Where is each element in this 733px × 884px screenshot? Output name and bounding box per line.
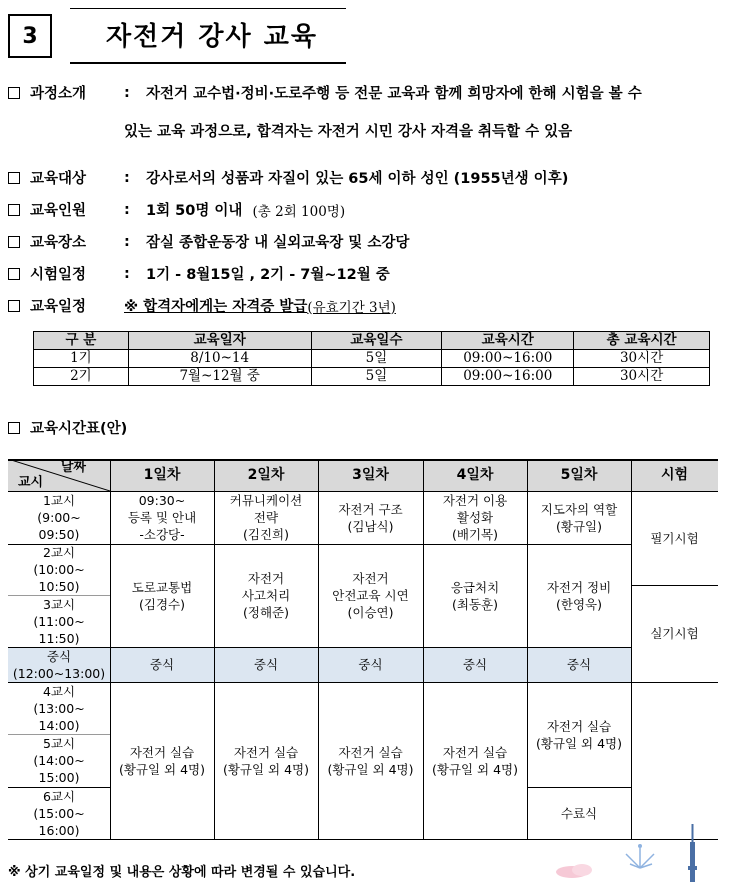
info-label: 교육장소 [30,235,87,251]
corner-bottom-label: 교시 [18,475,44,490]
period-label: 5교시 (14:00~ 15:00) [33,736,85,785]
info-course-intro: 과정소개 : 자전거 교수법·정비·도로주행 등 전문 교육과 함께 희망자에 한해 시험을 볼 수 [8,82,642,103]
table-header: 교육일수 [311,332,442,350]
info-text: 강사로서의 성품과 자질이 있는 65세 이하 성인 (1955년생 이후) [146,171,569,187]
info-label: 과정소개 [30,86,87,102]
session-cell: 자전거 실습 (황규일 외 4명) [327,745,414,777]
corner-header [8,459,110,491]
session-cell: 자전거 이용 활성화 (배기목) [442,493,508,542]
day-header: 3일차 [318,459,423,491]
schedule-title: 교육시간표(안) [30,421,128,437]
period-label: 중식 (12:00~13:00) [12,648,106,681]
checkbox-bullet-icon [8,422,20,434]
session-cell: 자전거 안전교육 시연 (이승연) [332,571,409,620]
info-label: 시험일정 [30,267,87,283]
closing-ceremony-cell: 수료식 [560,806,598,821]
table-cell: 5일 [311,368,442,386]
table-row [34,350,710,368]
lunch-cell: 중식 [566,657,592,672]
table-header: 구 분 [34,332,129,350]
info-text: 잠실 종합운동장 내 실외교육장 및 소강당 [146,235,410,251]
checkbox-bullet-icon [8,268,20,280]
session-cell: 도로교통법 (김경수) [131,579,193,612]
info-label: 교육일정 [30,299,87,315]
checkbox-bullet-icon [8,300,20,312]
period-label: 1교시 (9:00~ 09:50) [37,493,81,542]
info-target: 교육대상 : 강사로서의 성품과 자질이 있는 65세 이하 성인 (1955년생 이후) [8,167,568,188]
lunch-cell: 중식 [149,657,175,672]
page-title: 자전거 강사 교육 [106,21,318,52]
info-label: 교육대상 [30,171,87,187]
table-header: 교육시간 [442,332,574,350]
table-cell: 09:00~16:00 [442,368,574,386]
footnote: ※ 상기 교육일정 및 내용은 상황에 따라 변경될 수 있습니다. [8,865,356,880]
table-cell: 5일 [311,350,442,368]
info-edu-schedule [8,295,396,316]
period-label: 2교시 (10:00~ 10:50) [33,545,85,594]
period-label: 6교시 (15:00~ 16:00) [33,789,85,838]
period-label: 3교시 (11:00~ 11:50) [33,596,85,646]
session-cell: 자전거 실습 (황규일 외 4명) [118,745,206,777]
period-label: 4교시 (13:00~ 14:00) [33,683,85,733]
session-cell: 자전거 사고처리 (정해준) [241,571,291,620]
title-bottom-rule [70,62,346,64]
session-cell: 지도자의 역할 (황규일) [540,501,618,534]
city-skyline-illustration [550,820,710,884]
exam-practical-cell: 실기시험 [650,626,699,641]
table-row [34,368,710,386]
checkbox-bullet-icon [8,204,20,216]
schedule-heading [8,417,127,438]
session-cell: 자전거 구조 (김남식) [338,501,403,534]
info-course-intro-cont [124,120,572,141]
session-cell: 커뮤니케이션 전략 (김진희) [229,493,303,542]
section-number: 3 [8,14,52,58]
info-label: 교육인원 [30,203,87,219]
session-cell: 09:30~ 등록 및 안내 -소강당- [127,493,197,542]
table-cell: 7월~12월 중 [128,368,311,386]
info-text: ※ 합격자에게는 자격증 발급 [124,299,308,315]
info-text: 자전거 교수법·정비·도로주행 등 전문 교육과 함께 희망자에 한해 시험을 볼 수 [146,86,642,102]
day-header: 1일차 [110,459,214,491]
table-cell: 30시간 [574,368,710,386]
info-location: 교육장소 : 잠실 종합운동장 내 실외교육장 및 소강당 [8,231,409,252]
day-header: 시험 [631,459,718,491]
cohort-table [33,331,710,386]
lunch-cell: 중식 [462,657,488,672]
session-cell: 응급처치 (최동훈) [450,579,500,612]
day-header: 4일차 [423,459,527,491]
table-cell: 2기 [34,368,129,386]
day-header: 5일차 [527,459,631,491]
checkbox-bullet-icon [8,172,20,184]
table-cell: 30시간 [574,350,710,368]
lunch-cell: 중식 [358,657,383,672]
table-cell: 1기 [34,350,129,368]
session-cell: 자전거 실습 (황규일 외 4명) [431,745,519,777]
corner-top-label: 날짜 [60,460,86,475]
info-exam-schedule: 시험일정 : 1기 - 8월15일 , 2기 - 7월~12월 중 [8,263,390,284]
table-cell: 8/10~14 [128,350,311,368]
table-header-row [34,332,710,350]
day-header: 2일차 [214,459,318,491]
table-cell: 09:00~16:00 [442,350,574,368]
info-capacity: 교육인원 : 1회 50명 이내 (총 2회 100명) [8,199,345,220]
info-note: (총 2회 100명) [252,203,346,220]
table-header: 총 교육시간 [574,332,710,350]
exam-written-cell: 필기시험 [650,530,699,546]
session-cell: 자전거 실습 (황규일 외 4명) [535,718,623,751]
session-cell: 자전거 실습 (황규일 외 4명) [222,745,310,777]
info-text: 있는 교육 과정으로, 합격자는 자전거 시민 강사 자격을 취득할 수 있음 [124,124,573,140]
table-header: 교육일자 [128,332,311,350]
checkbox-bullet-icon [8,87,20,99]
lunch-cell: 중식 [253,657,279,672]
info-text: 1회 50명 이내 [146,203,243,219]
schedule-table [8,459,718,840]
checkbox-bullet-icon [8,236,20,248]
session-cell: 자전거 정비 (한영욱) [546,579,612,612]
info-note: (유효기간 3년) [307,299,396,316]
info-text: 1기 - 8월15일 , 2기 - 7월~12월 중 [146,267,390,283]
